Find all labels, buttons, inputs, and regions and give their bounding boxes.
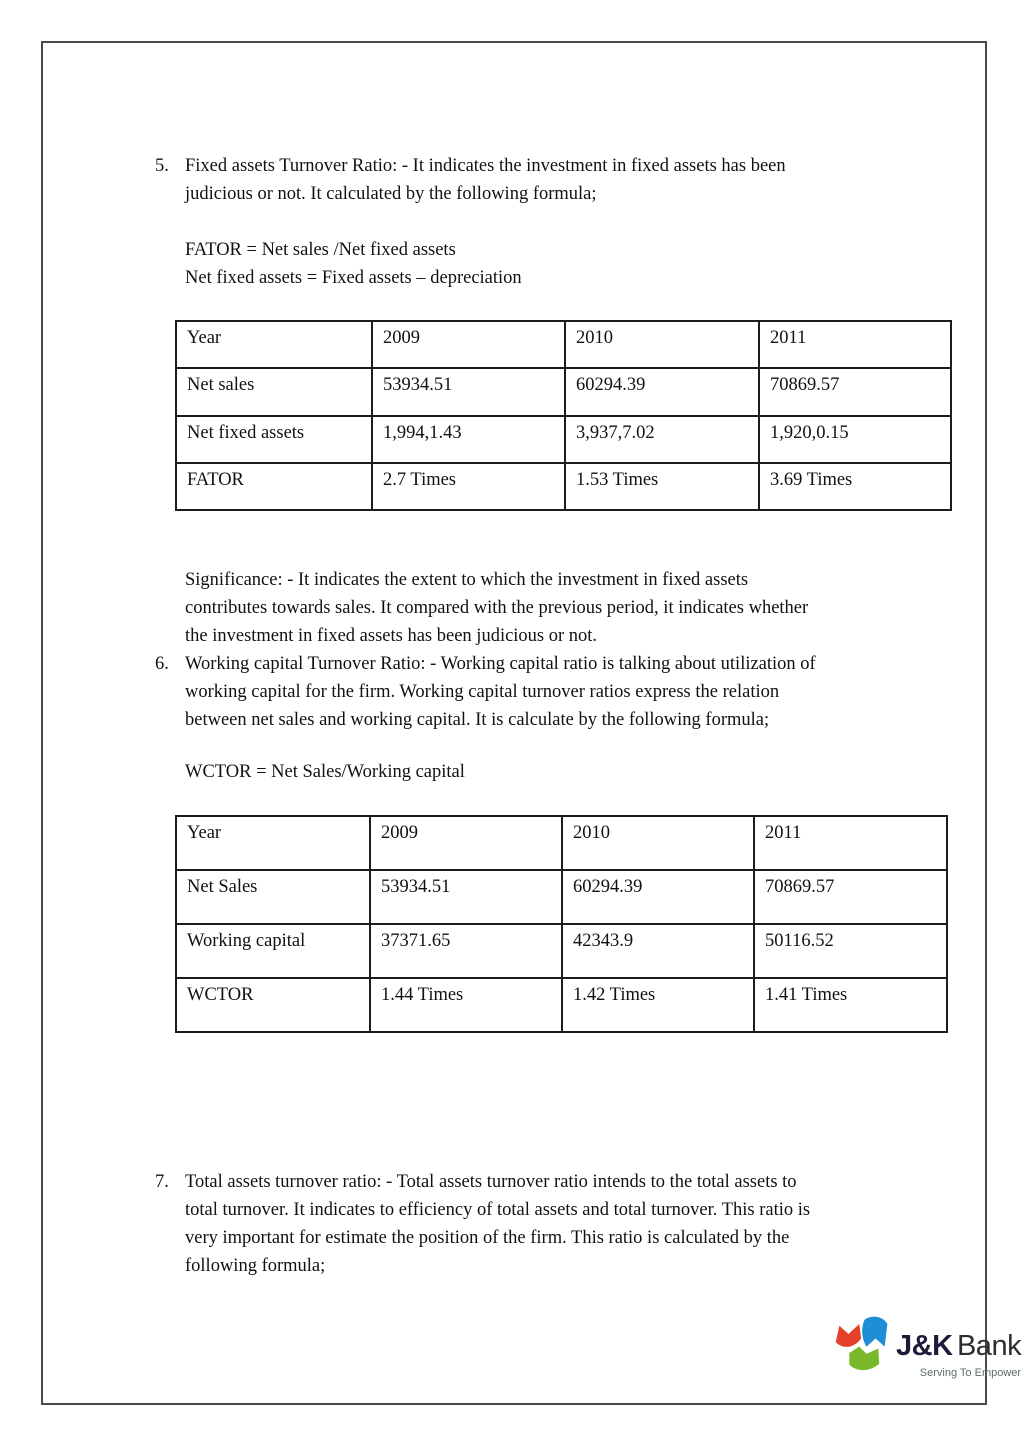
paragraph-line: working capital for the firm. Working capital turnover ratios express the relation xyxy=(185,682,780,702)
fator-table xyxy=(175,320,952,511)
list-item-7 xyxy=(155,1168,810,1280)
table-cell: 2010 xyxy=(562,816,754,870)
paragraph-line: very important for estimate the position of the firm. This ratio is calculated by the xyxy=(185,1228,790,1248)
table-cell: 1.53 Times xyxy=(565,463,759,510)
logo-green-shape xyxy=(849,1347,879,1370)
table-cell: Working capital xyxy=(176,924,370,978)
table-row xyxy=(176,368,951,415)
formula-line: Net fixed assets = Fixed assets – depreciation xyxy=(185,268,522,288)
table-cell: 53934.51 xyxy=(370,870,562,924)
logo-red-shape xyxy=(836,1324,861,1347)
jk-bank-logo-icon xyxy=(833,1314,891,1372)
logo-text xyxy=(896,1314,1021,1379)
logo-brand xyxy=(896,1331,1021,1366)
table-cell: 60294.39 xyxy=(565,368,759,415)
table-cell: 42343.9 xyxy=(562,924,754,978)
logo-blue-shape xyxy=(862,1317,887,1347)
table-cell: 1,994,1.43 xyxy=(372,416,565,463)
table-cell: 2011 xyxy=(754,816,947,870)
table-row xyxy=(176,870,947,924)
paragraph-line: between net sales and working capital. It is calculate by the following formula; xyxy=(185,710,770,730)
item-number: 5. xyxy=(155,156,169,176)
table-cell: 1.42 Times xyxy=(562,978,754,1032)
table-cell: 70869.57 xyxy=(754,870,947,924)
table-row xyxy=(176,816,947,870)
table-cell: 60294.39 xyxy=(562,870,754,924)
table-cell: 2010 xyxy=(565,321,759,368)
table-cell: Year xyxy=(176,321,372,368)
table-cell: Net sales xyxy=(176,368,372,415)
table-cell: 37371.65 xyxy=(370,924,562,978)
paragraph-line: Significance: - It indicates the extent to which the investment in fixed assets xyxy=(185,570,749,590)
significance-paragraph xyxy=(185,566,808,650)
wctor-formula-block xyxy=(185,758,465,786)
table-row xyxy=(176,978,947,1032)
item-number: 7. xyxy=(155,1172,169,1192)
item-6-text xyxy=(185,650,816,734)
formula-line: WCTOR = Net Sales/Working capital xyxy=(185,762,465,782)
table-cell: 3.69 Times xyxy=(759,463,951,510)
table-row xyxy=(176,416,951,463)
paragraph-line: Fixed assets Turnover Ratio: - It indicates the investment in fixed assets has been xyxy=(185,156,786,176)
table-cell: 2009 xyxy=(370,816,562,870)
item-number: 6. xyxy=(155,654,169,674)
table-cell: WCTOR xyxy=(176,978,370,1032)
wctor-table xyxy=(175,815,948,1033)
logo-tagline: Serving To Empower xyxy=(919,1367,1022,1379)
table-cell: 1.41 Times xyxy=(754,978,947,1032)
paragraph-line: the investment in fixed assets has been judicious or not. xyxy=(185,626,598,646)
table-cell: FATOR xyxy=(176,463,372,510)
item-5-text xyxy=(185,152,786,208)
table-cell: Year xyxy=(176,816,370,870)
table-row xyxy=(176,463,951,510)
list-item-6 xyxy=(155,650,816,734)
table-cell: 2009 xyxy=(372,321,565,368)
table-cell: 50116.52 xyxy=(754,924,947,978)
table-cell: 1,920,0.15 xyxy=(759,416,951,463)
fator-formula-block xyxy=(185,236,522,292)
paragraph-line: following formula; xyxy=(185,1256,326,1276)
table-cell: 2.7 Times xyxy=(372,463,565,510)
paragraph-line: Total assets turnover ratio: - Total assets turnover ratio intends to the total assets to xyxy=(185,1172,797,1192)
jk-bank-logo xyxy=(833,1314,1021,1379)
paragraph-line: contributes towards sales. It compared with the previous period, it indicates whether xyxy=(185,598,809,618)
table-cell: 1.44 Times xyxy=(370,978,562,1032)
table-cell: 70869.57 xyxy=(759,368,951,415)
logo-brand-bold: J&K xyxy=(896,1330,953,1362)
item-7-text xyxy=(185,1168,810,1280)
paragraph-line: judicious or not. It calculated by the following formula; xyxy=(185,184,597,204)
table-cell: 2011 xyxy=(759,321,951,368)
list-item-5 xyxy=(155,152,786,208)
logo-brand-light: Bank xyxy=(956,1330,1022,1362)
table-cell: 3,937,7.02 xyxy=(565,416,759,463)
table-row xyxy=(176,924,947,978)
table-row xyxy=(176,321,951,368)
table-cell: 53934.51 xyxy=(372,368,565,415)
paragraph-line: total turnover. It indicates to efficiency of total assets and total turnover. This ratio is xyxy=(185,1200,811,1220)
table-cell: Net fixed assets xyxy=(176,416,372,463)
table-cell: Net Sales xyxy=(176,870,370,924)
formula-line: FATOR = Net sales /Net fixed assets xyxy=(185,240,456,260)
paragraph-line: Working capital Turnover Ratio: - Working capital ratio is talking about utilization of xyxy=(185,654,816,674)
